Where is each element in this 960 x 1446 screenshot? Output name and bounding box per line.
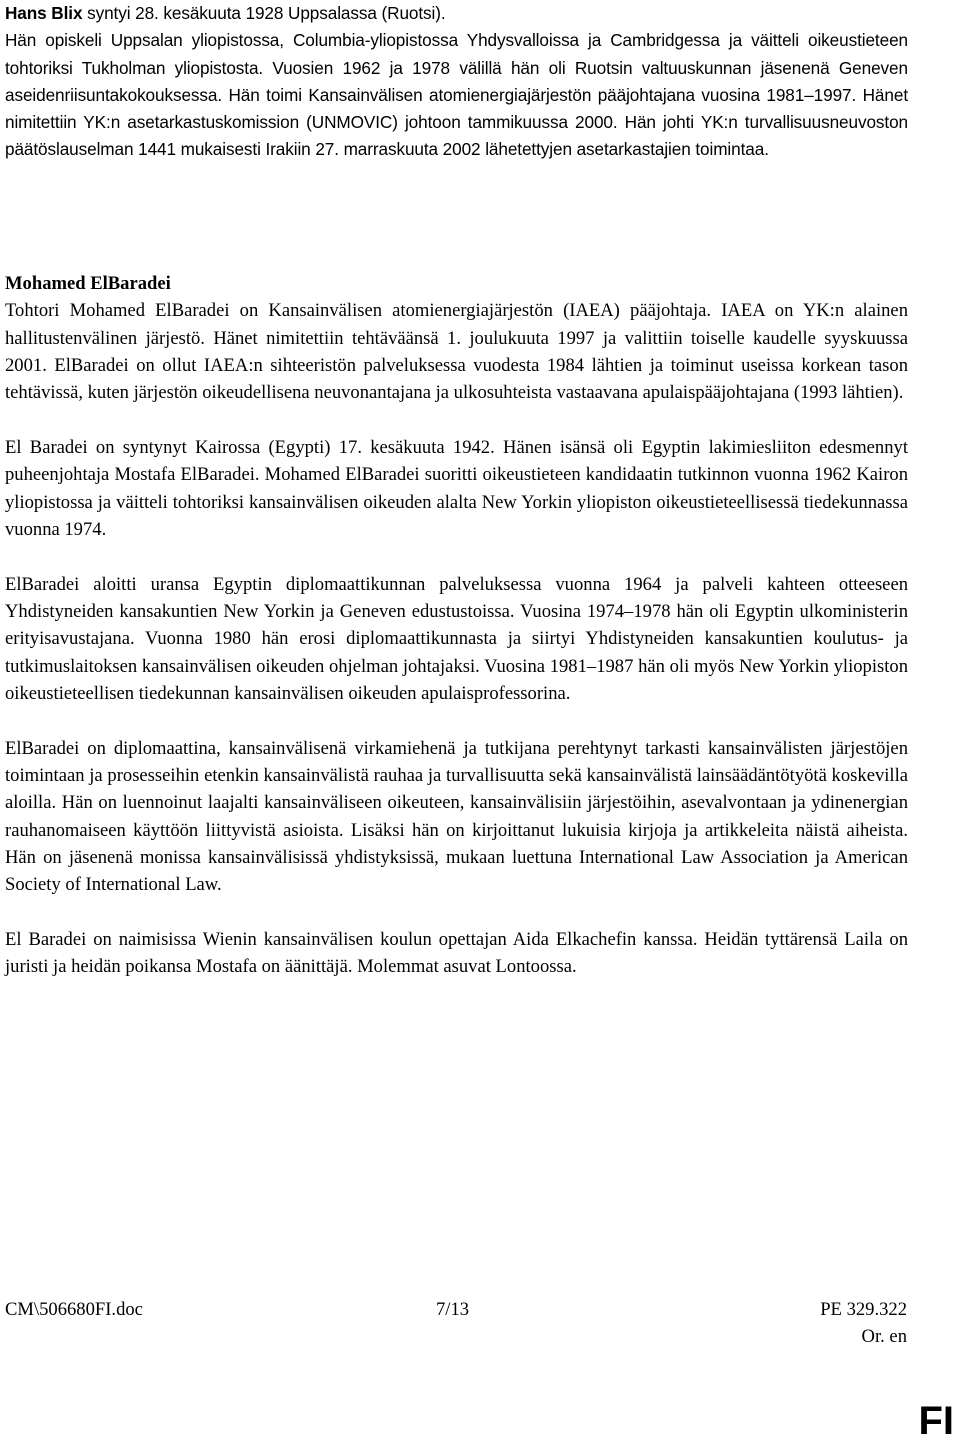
elbaradei-paragraph-2: El Baradei on syntynyt Kairossa (Egypti) 17. kesäkuuta 1942. Hänen isänsä oli Egyptin lakimiesliiton edesmennyt puheenjohtaja Mostafa ElBaradei. Mohamed ElBaradei suoritti oikeustieteen kandidaatin tutkinnon vuonna 1962 Kairon yliopistossa ja väitteli tohtoriksi kansainvälisen oikeuden alalta New Yorkin yliopiston oikeustieteellisessä tiedekunnassa vuonna 1974. <box>5 436 908 540</box>
blix-paragraph <box>5 0 908 164</box>
blix-career-text: Vuosien 1962 ja 1978 välillä hän oli Ruotsin valtuuskunnan jäsenenä Geneven aseidenriisuntakokouksessa. <box>5 57 908 105</box>
blix-section <box>5 0 908 164</box>
elbaradei-paragraph-5: El Baradei on naimisissa Wienin kansainvälisen koulun opettajan Aida Elkachefin kanssa. Heidän tyttärensä Laila on juristi ja heidän poikansa Mostafa on äänittäjä. Molemmat asuvat Lontoossa. <box>5 928 908 978</box>
elbaradei-paragraph-3: ElBaradei aloitti uransa Egyptin diplomaattikunnan palveluksessa vuonna 1964 ja palveli kahteen otteeseen Yhdistyneiden kansakuntien New Yorkin ja Geneven edustustoissa. Vuosina 1974–1978 hän oli Egyptin ulkoministerin erityisavustajana. Vuonna 1980 hän erosi diplomaattikunnasta ja siirtyi Yhdistyneiden kansakuntien koulutus- ja tutkimuslaitoksen kansainvälisen oikeuden ohjelman johtajaksi. Vuosina 1981–1987 hän oli myös New Yorkin yliopiston oikeustieteellisen tiedekunnan kansainvälisen oikeuden apulaisprofessorina. <box>5 573 908 704</box>
footer-page-number: 7/13 <box>436 1299 470 1320</box>
elbaradei-paragraph-4: ElBaradei on diplomaattina, kansainvälisenä virkamiehenä ja tutkijana perehtynyt tarkasti kansainvälisten järjestöjen toimintaan ja prosesseihin etenkin kansainvälistä rauhaa ja turvallisuutta sekä kansainvälistä lainsäädäntötyötä koskevilla aloilla. Hän on luennoinut laajalti kansainväliseen oikeuteen, kansainvälisiin järjestöihin, asevalvontaan ja ydinenergian rauhanomaiseen käyttöön liittyvistä asioista. Lisäksi hän on kirjoittanut lukuisia kirjoja ja artikkeleita näistä aiheista. Hän on jäsenenä monissa kansainvälisissä yhdistyksissä, mukaan luettuna International Law Association ja American Society of International Law. <box>5 737 908 896</box>
blix-unmovic-text: Hän toimi Kansainvälisen atomienergiajärjestön pääjohtajana vuosina 1981–1997. Hänet nimitettiin YK:n asetarkastuskomission (UNMOVIC) johtoon tammikuussa 2000. Hän johti YK:n turvallisuusneuvoston päätöslauselman 1441 mukaisesti Irakiin 27. marraskuuta 2002 lähetettyjen asetarkastajien toimintaa. <box>5 84 908 160</box>
blix-name: Hans Blix <box>5 3 83 23</box>
blix-studies-text: Hän opiskeli Uppsalan yliopistossa, Columbia-yliopistossa Yhdysvalloissa ja Cambridgessa ja väitteli oikeustieteen tohtoriksi Tukholman yliopistosta. <box>5 30 908 78</box>
elbaradei-heading: Mohamed ElBaradei <box>5 273 171 294</box>
blix-intro-text: syntyi 28. kesäkuuta 1928 Uppsalassa (Ruotsi). <box>82 3 446 23</box>
footer-doc-ref: CM\506680FI.doc <box>5 1299 143 1320</box>
elbaradei-paragraph-1: Tohtori Mohamed ElBaradei on Kansainvälisen atomienergiajärjestön (IAEA) pääjohtaja. IAEA on YK:n alainen hallitustenvälinen järjestö. Hänet nimitettiin tehtäväänsä 1. joulukuuta 1997 ja valittiin toiselle kaudelle syyskuussa 2001. ElBaradei on ollut IAEA:n sihteeristön palveluksessa vuodesta 1984 lähtien ja toiminut useissa korkean tason tehtävissä, kuten järjestön oikeudellisena neuvonantajana ja ulkosuhteista vastaavana apulaispääjohtajana (1993 lähtien). <box>5 300 908 404</box>
footer-original-language: Or. en <box>861 1326 907 1347</box>
elbaradei-section <box>5 270 908 981</box>
footer-pe-number: PE 329.322 <box>820 1299 907 1320</box>
language-code: FI <box>918 1399 954 1443</box>
